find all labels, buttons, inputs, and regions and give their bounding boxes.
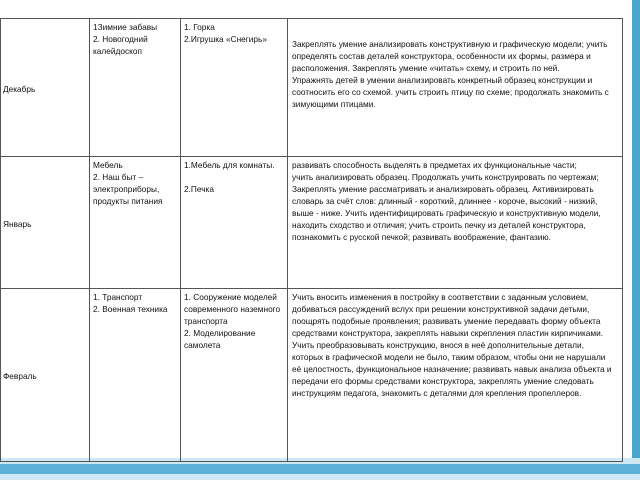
goals-cell: Закреплять умение анализировать конструктивную и графическую модели; учить определять состав деталей конструктора, особенности их формы, размера и расположения. Закреплять умение «читать» схему, и строить по ней. Упражнять детей в умении анализировать конкретный образец конструкции и соотносить его со схемой. учить строить птицу по схеме; продолжать знакомить с зимующими птицами. (288, 19, 623, 157)
goals-cell: Учить вносить изменения в постройку в соответствии с заданным условием, добиваться рассуждений вслух при решении конструктивной задачи детьми, поощрять подобные проявления; развивать умение передавать форму объекта средствами конструктора, закреплять навыки скрепления пластин кирпичиками. Учить преобразовывать конструкцию, внося в неё дополнительные детали, которых в графической модели не было, таким образом, чтобы они не нарушали её целостность, функциональное назначение; развивать навык анализа объекта и передачи его формы средствами конструктора, закреплять умение следовать инструкциям педагога, знакомить с деталями для крепления пропеллеров. (288, 289, 623, 462)
month-cell: Декабрь (1, 19, 90, 157)
table-row-december (1, 19, 623, 157)
themes-cell: 1. Транспорт 2. Военная техника (90, 289, 181, 462)
themes-cell: 1Зимние забавы 2. Новогодний калейдоскоп (90, 19, 181, 157)
table-row-february (1, 289, 623, 462)
plan-table (0, 18, 623, 462)
slide-right-border (632, 0, 640, 480)
month-cell: Январь (1, 157, 90, 289)
activities-cell: 1. Сооружение моделей современного наземного транспорта 2. Моделирование самолета (181, 289, 288, 462)
goals-cell: развивать способность выделять в предметах их функциональные части; учить анализировать образец. Продолжать учить конструировать по чертежам; Закреплять умение рассматривать и анализировать образец. Активизировать словарь за счёт слов: длинный - короткий, длиннее - короче, высокий - низкий, выше - ниже. Учить идентифицировать графическую и конструктивную модели, находить сходство и отличия; учить строить печку из деталей конструктора, познакомить с русской печкой; развивать воображение, фантазию. (288, 157, 623, 289)
themes-cell: Мебель 2. Наш быт – электроприборы, продукты питания (90, 157, 181, 289)
activities-cell: 1. Горка 2.Игрушка «Снегирь» (181, 19, 288, 157)
table-row-january (1, 157, 623, 289)
month-cell: Февраль (1, 289, 90, 462)
activities-cell: 1.Мебель для комнаты. 2.Печка (181, 157, 288, 289)
